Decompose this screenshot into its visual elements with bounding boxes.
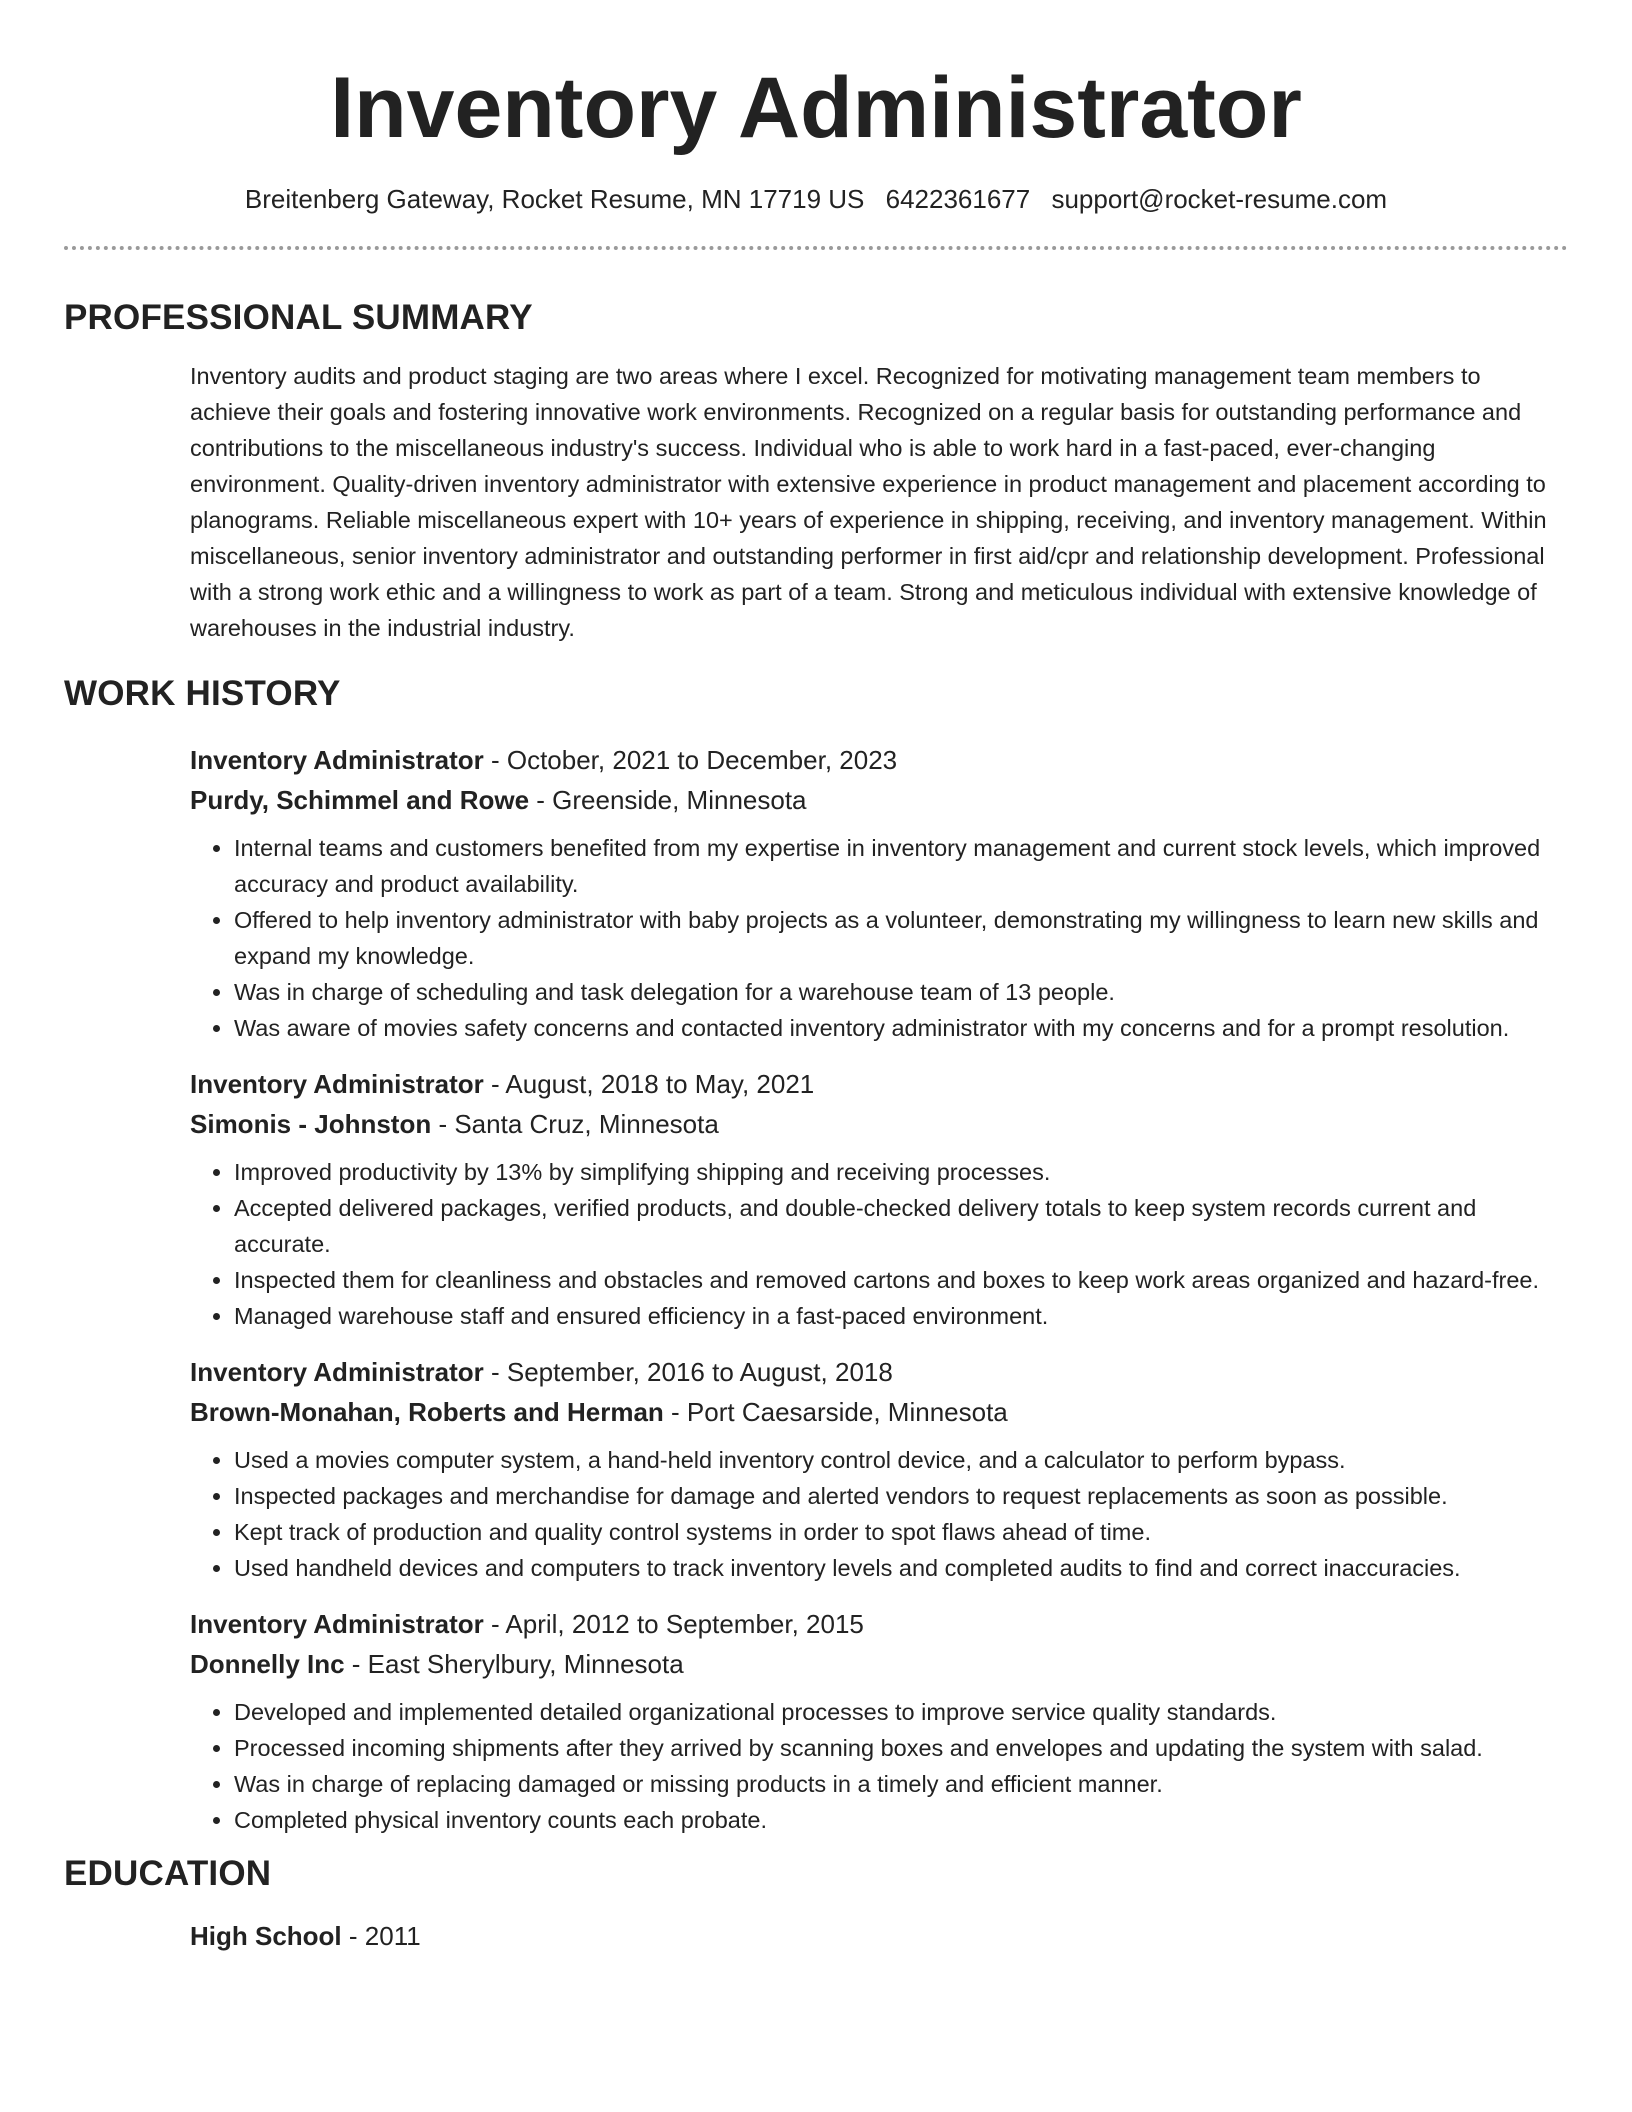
job-location: - Port Caesarside, Minnesota xyxy=(663,1397,1008,1427)
job-title: Inventory Administrator xyxy=(190,745,484,775)
job-bullet: • Developed and implemented detailed organizational processes to improve service quality standards. xyxy=(234,1694,1568,1730)
education-degree: High School xyxy=(190,1921,342,1951)
job-bullet: • Internal teams and customers benefited from my expertise in inventory management and current stock levels, which improved accuracy and product availability. xyxy=(234,830,1568,902)
job-bullet: • Was in charge of replacing damaged or missing products in a timely and efficient manner. xyxy=(234,1766,1568,1802)
job-title-line xyxy=(190,1064,1568,1104)
summary-text: Inventory audits and product staging are two areas where I excel. Recognized for motivating management team members to achieve their goals and fostering innovative work environments. Recognized on a regular basis for outstanding performance and contributions to the miscellaneous industry's success. Individual who is able to work hard in a fast-paced, ever-changing environment. Quality-driven inventory administrator with extensive experience in product management and placement according to planograms. Reliable miscellaneous expert with 10+ years of experience in shipping, receiving, and inventory management. Within miscellaneous, senior inventory administrator and outstanding performer in first aid/cpr and relationship development. Professional with a strong work ethic and a willingness to work as part of a team. Strong and meticulous individual with extensive knowledge of warehouses in the industrial industry. xyxy=(190,363,1547,641)
job-dates: - October, 2021 to December, 2023 xyxy=(483,745,898,775)
job-company: Simonis - Johnston xyxy=(190,1109,432,1139)
job-bullet: • Was in charge of scheduling and task delegation for a warehouse team of 13 people. xyxy=(234,974,1568,1010)
resume-name: Inventory Administrator xyxy=(330,60,1302,156)
job-bullet: • Accepted delivered packages, verified products, and double-checked delivery totals to keep system records current and accurate. xyxy=(234,1190,1568,1262)
job-company-line xyxy=(190,1104,1568,1144)
job-bullet: • Completed physical inventory counts each probate. xyxy=(234,1802,1568,1838)
job-bullet: • Improved productivity by 13% by simplifying shipping and receiving processes. xyxy=(234,1154,1568,1190)
education-entry xyxy=(190,1916,1568,1956)
job-location: - Santa Cruz, Minnesota xyxy=(431,1109,719,1139)
job-bullet-list xyxy=(190,1694,1568,1838)
job-entry-3 xyxy=(190,1352,1568,1586)
job-company-line xyxy=(190,1392,1568,1432)
job-title-line xyxy=(190,740,1568,780)
job-title-line xyxy=(190,1604,1568,1644)
section-title-work-history: WORK HISTORY xyxy=(64,674,341,713)
job-company: Brown-Monahan, Roberts and Herman xyxy=(190,1397,664,1427)
job-bullet: • Inspected packages and merchandise for damage and alerted vendors to request replacements as soon as possible. xyxy=(234,1478,1568,1514)
job-bullet-list xyxy=(190,830,1568,1046)
job-title: Inventory Administrator xyxy=(190,1357,484,1387)
job-bullet: • Kept track of production and quality control systems in order to spot flaws ahead of time. xyxy=(234,1514,1568,1550)
job-dates: - September, 2016 to August, 2018 xyxy=(483,1357,893,1387)
job-bullet: • Inspected them for cleanliness and obstacles and removed cartons and boxes to keep work areas organized and hazard-free. xyxy=(234,1262,1568,1298)
header-divider xyxy=(64,246,1568,250)
job-location: - East Sherylbury, Minnesota xyxy=(344,1649,684,1679)
job-location: - Greenside, Minnesota xyxy=(529,785,807,815)
job-bullet: • Managed warehouse staff and ensured efficiency in a fast-paced environment. xyxy=(234,1298,1568,1334)
job-entry-1 xyxy=(190,740,1568,1046)
job-dates: - April, 2012 to September, 2015 xyxy=(483,1609,864,1639)
job-dates: - August, 2018 to May, 2021 xyxy=(483,1069,815,1099)
section-title-education: EDUCATION xyxy=(64,1854,272,1893)
job-company-line xyxy=(190,780,1568,820)
job-company: Purdy, Schimmel and Rowe xyxy=(190,785,530,815)
job-bullet: • Used a movies computer system, a hand-held inventory control device, and a calculator to perform bypass. xyxy=(234,1442,1568,1478)
job-entry-4 xyxy=(190,1604,1568,1838)
section-title-summary: PROFESSIONAL SUMMARY xyxy=(64,298,533,337)
job-entry-2 xyxy=(190,1064,1568,1334)
job-title: Inventory Administrator xyxy=(190,1069,484,1099)
job-bullet: • Used handheld devices and computers to track inventory levels and completed audits to find and correct inaccuracies. xyxy=(234,1550,1568,1586)
job-company: Donnelly Inc xyxy=(190,1649,345,1679)
contact-email: support@rocket-resume.com xyxy=(1051,184,1388,214)
job-title: Inventory Administrator xyxy=(190,1609,484,1639)
contact-phone: 6422361677 xyxy=(885,184,1031,214)
job-bullet: • Was aware of movies safety concerns and contacted inventory administrator with my concerns and for a prompt resolution. xyxy=(234,1010,1568,1046)
job-company-line xyxy=(190,1644,1568,1684)
education-year: - 2011 xyxy=(341,1921,421,1951)
job-bullet-list xyxy=(190,1154,1568,1334)
job-title-line xyxy=(190,1352,1568,1392)
contact-info xyxy=(64,182,1568,216)
job-bullet-list xyxy=(190,1442,1568,1586)
job-bullet: • Offered to help inventory administrator with baby projects as a volunteer, demonstrating my willingness to learn new skills and expand my knowledge. xyxy=(234,902,1568,974)
job-bullet: • Processed incoming shipments after they arrived by scanning boxes and envelopes and updating the system with salad. xyxy=(234,1730,1568,1766)
contact-address: Breitenberg Gateway, Rocket Resume, MN 17719 US xyxy=(244,184,865,214)
